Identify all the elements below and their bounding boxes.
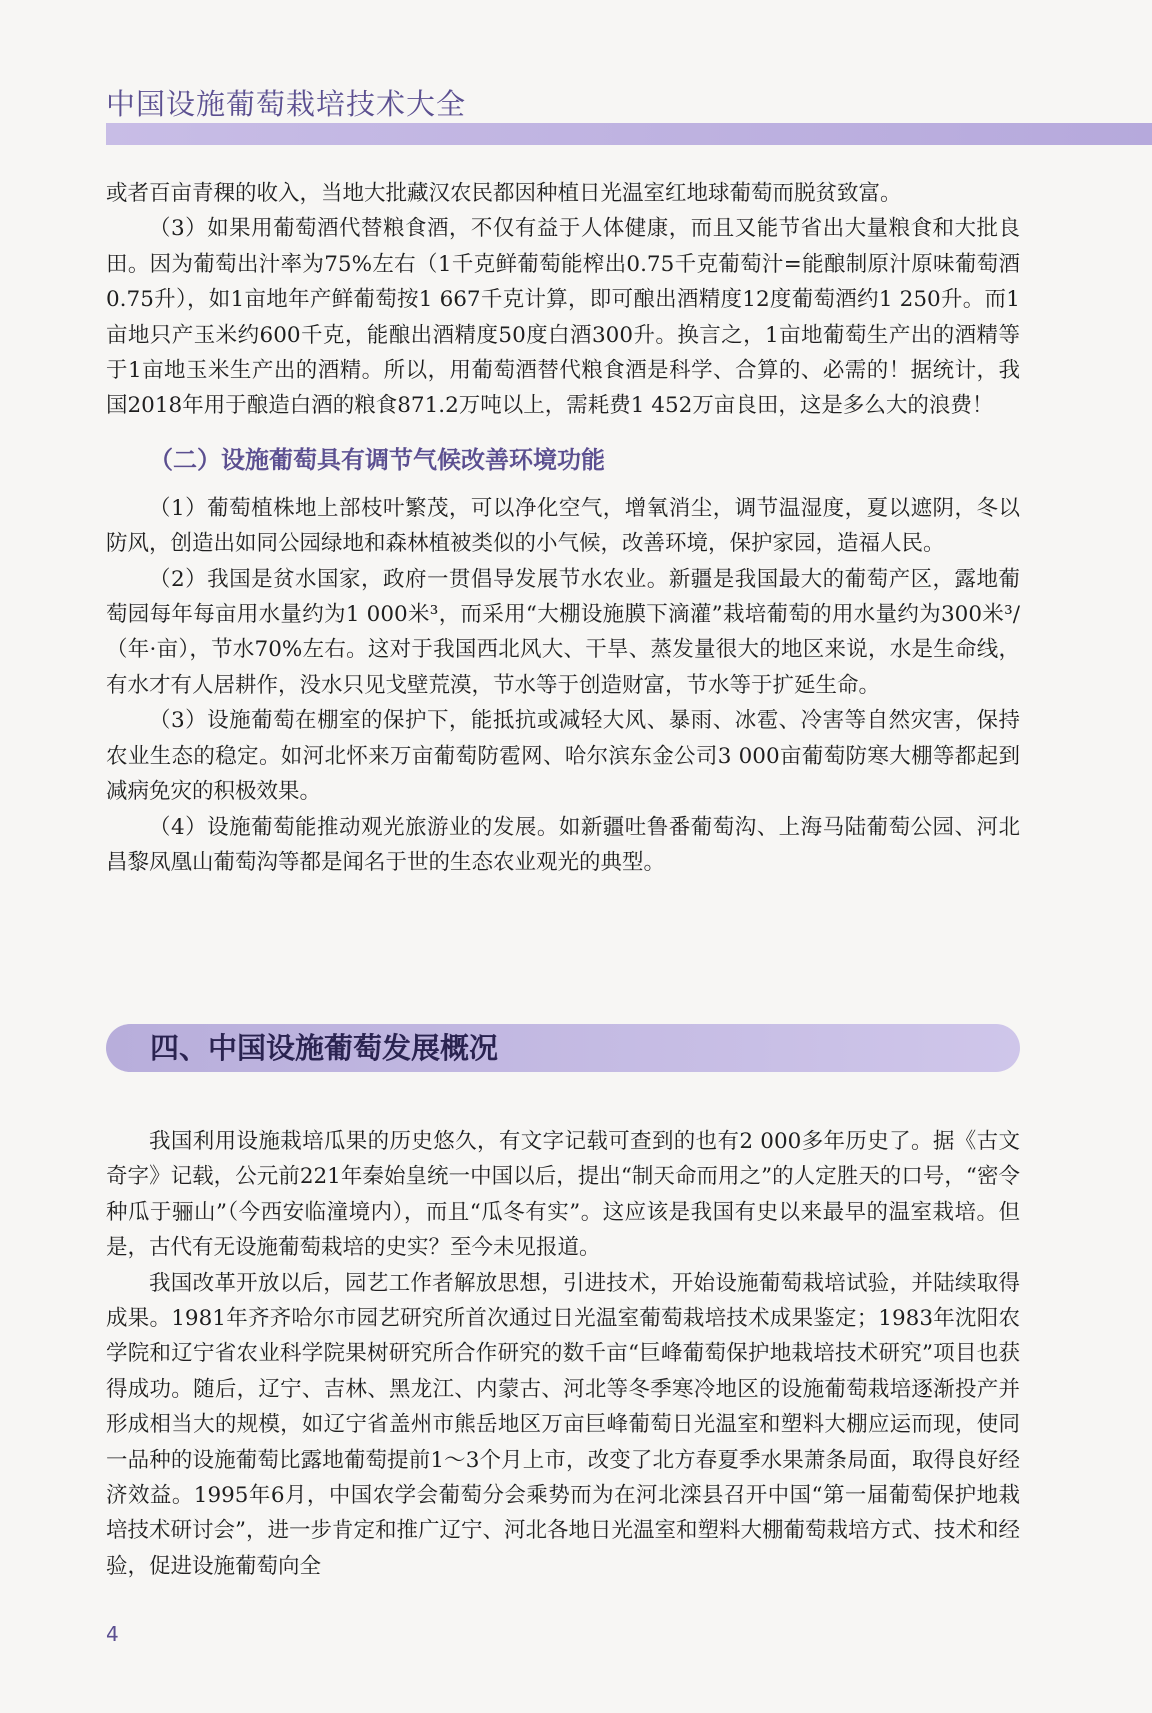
paragraph-climate-4: （4）设施葡萄能推动观光旅游业的发展。如新疆吐鲁番葡萄沟、上海马陆葡萄公园、河北昌黎凤凰山葡萄沟等都是闻名于世的生态农业观光的典型。 — [106, 814, 1020, 875]
main-text-block — [106, 176, 1020, 880]
paragraph-history: 我国利用设施栽培瓜果的历史悠久，有文字记载可查到的也有2 000多年历史了。据《古文奇字》记载，公元前221年秦始皇统一中国以后，提出“制天命而用之”的人定胜天的口号，“密令种瓜于骊山”（今西安临潼境内），而且“瓜冬有实”。这应该是我国有史以来最早的温室栽培。但是，古代有无设施葡萄栽培的史实？至今未见报道。 — [106, 1129, 1020, 1261]
paragraph-climate-3: （3）设施葡萄在棚室的保护下，能抵抗或减轻大风、暴雨、冰雹、冷害等自然灾害，保持农业生态的稳定。如河北怀来万亩葡萄防雹网、哈尔滨东金公司3 000亩葡萄防寒大棚等都起到减病免灾的积极效果。 — [106, 708, 1020, 805]
running-header-title: 中国设施葡萄栽培技术大全 — [106, 87, 467, 121]
paragraph-continued: 或者百亩青稞的收入，当地大批藏汉农民都因种植日光温室红地球葡萄而脱贫致富。 — [106, 181, 902, 206]
section-heading: 四、中国设施葡萄发展概况 — [150, 1031, 499, 1065]
header-decoration-bar — [106, 123, 1152, 145]
subsection-heading: （二）设施葡萄具有调节气候改善环境功能 — [149, 445, 605, 474]
paragraph-development: 我国改革开放以后，园艺工作者解放思想，引进技术，开始设施葡萄栽培试验，并陆续取得成果。1981年齐齐哈尔市园艺研究所首次通过日光温室葡萄栽培技术成果鉴定；1983年沈阳农学院和辽宁省农业科学院果树研究所合作研究的数千亩“巨峰葡萄保护地栽培技术研究”项目也获得成功。随后，辽宁、吉林、黑龙江、内蒙古、河北等冬季寒冷地区的设施葡萄栽培逐渐投产并形成相当大的规模，如辽宁省盖州市熊岳地区万亩巨峰葡萄日光温室和塑料大棚应运而现，使同一品种的设施葡萄比露地葡萄提前1～3个月上市，改变了北方春夏季水果萧条局面，取得良好经济效益。1995年6月，中国农学会葡萄分会乘势而为在河北滦县召开中国“第一届葡萄保护地栽培技术研讨会”，进一步肯定和推广辽宁、河北各地日光温室和塑料大棚葡萄栽培方式、技术和经验，促进设施葡萄向全 — [106, 1270, 1020, 1579]
section-banner — [106, 1024, 1020, 1072]
paragraph-climate-1: （1）葡萄植株地上部枝叶繁茂，可以净化空气，增氧消尘，调节温湿度，夏以遮阴，冬以防风，创造出如同公园绿地和森林植被类似的小气候，改善环境，保护家园，造福人民。 — [106, 495, 1020, 557]
paragraph-climate-2: （2）我国是贫水国家，政府一贯倡导发展节水农业。新疆是我国最大的葡萄产区，露地葡萄园每年每亩用水量约为1 000米³，而采用“大棚设施膜下滴灌”栽培葡萄的用水量约为300米³/（年·亩），节水70%左右。这对于我国西北风大、干旱、蒸发量很大的地区来说，水是生命线，有水才有人居耕作，没水只见戈壁荒漠，节水等于创造财富，节水等于扩延生命。 — [106, 566, 1020, 698]
paragraph-wine-vs-grain: （3）如果用葡萄酒代替粮食酒，不仅有益于人体健康，而且又能节省出大量粮食和大批良田。因为葡萄出汁率为75%左右（1千克鲜葡萄能榨出0.75千克葡萄汁=能酿制原汁原味葡萄酒0.75升），如1亩地年产鲜葡萄按1 667千克计算，即可酿出酒精度12度葡萄酒约1 250升。而1亩地只产玉米约600千克，能酿出酒精度50度白酒300升。换言之，1亩地葡萄生产出的酒精等于1亩地玉米生产出的酒精。所以，用葡萄酒替代粮食酒是科学、合算的、必需的！据统计，我国2018年用于酿造白酒的粮食871.2万吨以上，需耗费1 452万亩良田，这是多么大的浪费！ — [106, 216, 1020, 419]
section-text-block — [106, 1124, 1020, 1584]
page-number: 4 — [106, 1622, 119, 1646]
